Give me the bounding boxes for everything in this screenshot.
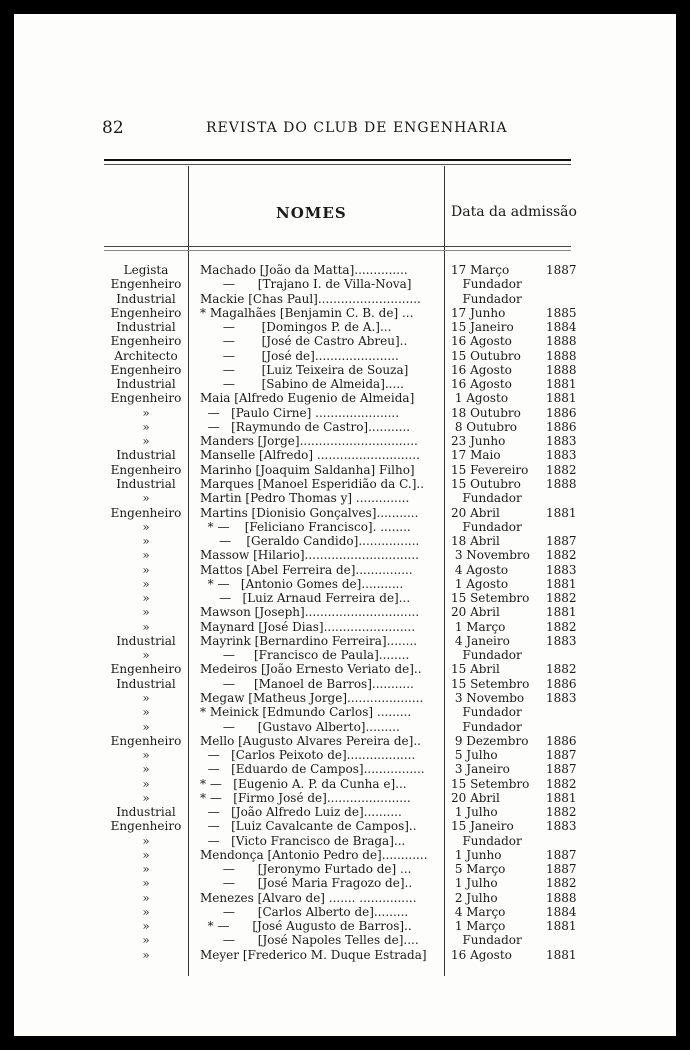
date-cell: 17 Março xyxy=(451,263,510,277)
year-cell: 1883 xyxy=(546,434,577,449)
date-cell: 15 Janeiro xyxy=(451,320,514,335)
profession-cell: Industrial xyxy=(116,320,176,335)
profession-cell: » xyxy=(142,519,150,534)
table-row xyxy=(14,748,676,762)
profession-cell: » xyxy=(142,690,150,705)
year-cell: 1887 xyxy=(546,847,577,862)
profession-cell: Architecto xyxy=(114,348,178,363)
table-row xyxy=(14,491,676,505)
profession-cell: » xyxy=(142,776,150,791)
header-rule-thin xyxy=(104,250,571,251)
profession-cell: Engenheiro xyxy=(110,305,182,320)
profession-cell: » xyxy=(142,534,150,549)
name-cell: — [João Alfredo Luiz de].......... xyxy=(200,805,402,820)
date-cell: 20 Abril xyxy=(451,790,500,805)
profession-cell: Industrial xyxy=(116,805,176,820)
table-row xyxy=(14,648,676,662)
date-cell: 18 Outubro xyxy=(451,405,521,420)
date-cell: 1 Março xyxy=(451,619,506,634)
profession-cell: » xyxy=(142,648,150,663)
date-cell: Fundador xyxy=(451,833,522,848)
year-cell: 1884 xyxy=(546,320,577,335)
date-cell: Fundador xyxy=(451,491,522,506)
table-row xyxy=(14,363,676,377)
name-cell: Marques [Manoel Esperidião da C.].. xyxy=(200,476,425,491)
name-cell: — [Carlos Alberto de]......... xyxy=(200,904,409,919)
date-cell: 4 Agosto xyxy=(451,562,509,577)
year-cell: 1886 xyxy=(546,676,577,691)
name-cell: Meyer [Frederico M. Duque Estrada] xyxy=(200,947,427,962)
profession-cell: » xyxy=(142,548,150,563)
year-cell: 1882 xyxy=(546,876,577,891)
top-rule xyxy=(104,159,571,161)
date-cell: 15 Fevereiro xyxy=(451,462,529,477)
date-cell: 1 Agosto xyxy=(451,391,509,406)
date-cell: 16 Agosto xyxy=(451,334,512,349)
name-cell: Megaw [Matheus Jorge].................... xyxy=(200,690,424,705)
year-cell: 1888 xyxy=(546,890,577,905)
profession-cell: » xyxy=(142,876,150,891)
profession-cell: » xyxy=(142,847,150,862)
name-cell: * Magalhães [Benjamin C. B. de] ... xyxy=(200,305,414,320)
name-cell: Mattos [Abel Ferreira de]............... xyxy=(200,562,413,577)
table-row xyxy=(14,548,676,562)
table-row xyxy=(14,933,676,947)
date-cell: 17 Maio xyxy=(451,448,501,463)
name-cell: — [José Maria Fragozo de].. xyxy=(200,876,413,891)
year-cell: 1887 xyxy=(546,534,577,549)
year-cell: 1881 xyxy=(546,377,577,392)
profession-cell: Engenheiro xyxy=(110,391,182,406)
date-cell: 3 Janeiro xyxy=(451,762,510,777)
name-cell: — [Victo Francisco de Braga]... xyxy=(200,833,406,848)
profession-cell: » xyxy=(142,890,150,905)
date-cell: 15 Outubro xyxy=(451,476,521,491)
top-rule-thin xyxy=(104,164,571,165)
table-row xyxy=(14,734,676,748)
year-cell: 1882 xyxy=(546,591,577,606)
year-cell: 1888 xyxy=(546,348,577,363)
date-cell: 4 Março xyxy=(451,904,506,919)
profession-cell: Industrial xyxy=(116,633,176,648)
date-cell: Fundador xyxy=(451,705,522,720)
table-row xyxy=(14,448,676,462)
name-cell: — [José de]...................... xyxy=(200,348,399,363)
profession-cell: Industrial xyxy=(116,377,176,392)
table-row xyxy=(14,948,676,962)
member-list xyxy=(14,263,676,962)
date-cell: 16 Agosto xyxy=(451,377,512,392)
name-cell: Maynard [José Dias]........................ xyxy=(200,619,416,634)
name-cell: Machado [João da Matta].............. xyxy=(200,263,408,277)
date-cell: 1 Agosto xyxy=(451,576,509,591)
profession-cell: Engenheiro xyxy=(110,662,182,677)
table-row xyxy=(14,306,676,320)
date-cell: 15 Setembro xyxy=(451,676,530,691)
table-row xyxy=(14,420,676,434)
profession-cell: » xyxy=(142,833,150,848)
date-cell: Fundador xyxy=(451,933,522,948)
name-cell: * — [Feliciano Francisco]. ........ xyxy=(200,519,411,534)
year-cell: 1886 xyxy=(546,419,577,434)
profession-cell: » xyxy=(142,491,150,506)
year-cell: 1882 xyxy=(546,805,577,820)
table-row xyxy=(14,520,676,534)
name-cell: Mendonça [Antonio Pedro de]............ xyxy=(200,847,428,862)
date-cell: 5 Março xyxy=(451,862,506,877)
table-row xyxy=(14,377,676,391)
profession-cell: Industrial xyxy=(116,291,176,306)
table-row xyxy=(14,477,676,491)
date-cell: 17 Junho xyxy=(451,305,506,320)
profession-cell: » xyxy=(142,790,150,805)
profession-cell: » xyxy=(142,562,150,577)
year-cell: 1887 xyxy=(546,748,577,763)
profession-cell: » xyxy=(142,419,150,434)
table-row xyxy=(14,577,676,591)
name-cell: * — [Firmo José de]...................... xyxy=(200,790,411,805)
profession-cell: » xyxy=(142,705,150,720)
name-cell: Medeiros [João Ernesto Veriato de].. xyxy=(200,662,422,677)
name-cell: Maia [Alfredo Eugenio de Almeida] xyxy=(200,391,415,406)
header-rule xyxy=(104,246,571,247)
table-row xyxy=(14,919,676,933)
profession-cell: » xyxy=(142,919,150,934)
year-cell: 1887 xyxy=(546,862,577,877)
date-cell: 1 Julho xyxy=(451,876,498,891)
name-cell: Martin [Pedro Thomas y] .............. xyxy=(200,491,410,506)
name-cell: — [Paulo Cirne] ...................... xyxy=(200,405,400,420)
name-cell: — [Francisco de Paula]........ xyxy=(200,648,410,663)
name-cell: — [José de Castro Abreu].. xyxy=(200,334,408,349)
year-cell: 1882 xyxy=(546,619,577,634)
date-cell: 8 Outubro xyxy=(451,419,518,434)
year-cell: 1881 xyxy=(546,391,577,406)
table-row xyxy=(14,677,676,691)
name-cell: Mello [Augusto Alvares Pereira de].. xyxy=(200,733,421,748)
table-row xyxy=(14,320,676,334)
year-cell: 1885 xyxy=(546,305,577,320)
date-cell: 15 Setembro xyxy=(451,776,530,791)
page xyxy=(14,14,676,1036)
year-cell: 1883 xyxy=(546,633,577,648)
date-cell: 3 Novembo xyxy=(451,690,525,705)
year-cell: 1888 xyxy=(546,476,577,491)
year-cell: 1883 xyxy=(546,562,577,577)
table-row xyxy=(14,876,676,890)
year-cell: 1884 xyxy=(546,904,577,919)
date-cell: 1 Julho xyxy=(451,805,498,820)
name-cell: Manders [Jorge]............................... xyxy=(200,434,418,449)
year-cell: 1881 xyxy=(546,576,577,591)
name-cell: — [Eduardo de Campos]................ xyxy=(200,762,425,777)
table-row xyxy=(14,891,676,905)
date-cell: 15 Setembro xyxy=(451,591,530,606)
date-cell: 1 Junho xyxy=(451,847,502,862)
table-row xyxy=(14,791,676,805)
date-cell: 1 Março xyxy=(451,919,506,934)
profession-cell: Engenheiro xyxy=(110,334,182,349)
year-cell: 1887 xyxy=(546,263,577,277)
date-cell: 16 Agosto xyxy=(451,947,512,962)
year-cell: 1882 xyxy=(546,662,577,677)
table-row xyxy=(14,563,676,577)
date-cell: 18 Abril xyxy=(451,534,500,549)
table-row xyxy=(14,591,676,605)
profession-cell: Industrial xyxy=(116,448,176,463)
name-cell: Massow [Hilario].............................. xyxy=(200,548,419,563)
date-cell: 20 Abril xyxy=(451,605,500,620)
profession-cell: Legista xyxy=(123,263,169,277)
year-cell: 1888 xyxy=(546,334,577,349)
name-cell: — [Geraldo Candido]................ xyxy=(200,534,420,549)
year-cell: 1883 xyxy=(546,448,577,463)
year-cell: 1887 xyxy=(546,762,577,777)
profession-cell: » xyxy=(142,605,150,620)
name-cell: — [Trajano I. de Villa-Nova] xyxy=(200,277,412,292)
date-cell: 15 Janeiro xyxy=(451,819,514,834)
year-cell: 1882 xyxy=(546,462,577,477)
table-row xyxy=(14,862,676,876)
name-cell: — [Raymundo de Castro]........... xyxy=(200,419,411,434)
profession-cell: Engenheiro xyxy=(110,819,182,834)
table-row xyxy=(14,391,676,405)
name-cell: — [Manoel de Barros]........... xyxy=(200,676,414,691)
date-cell: 23 Junho xyxy=(451,434,506,449)
profession-cell: » xyxy=(142,947,150,962)
date-cell: 15 Abril xyxy=(451,662,500,677)
name-cell: — [Luiz Teixeira de Souza] xyxy=(200,362,409,377)
table-row xyxy=(14,720,676,734)
year-cell: 1881 xyxy=(546,919,577,934)
table-row xyxy=(14,777,676,791)
date-cell: 15 Outubro xyxy=(451,348,521,363)
column-header-date: Data da admissão xyxy=(451,204,577,220)
name-cell: Menezes [Alvaro de] ....... ............... xyxy=(200,890,417,905)
table-row xyxy=(14,334,676,348)
name-cell: * — [Antonio Gomes de]........... xyxy=(200,576,404,591)
table-row xyxy=(14,277,676,291)
date-cell: Fundador xyxy=(451,519,522,534)
name-cell: — [Jeronymo Furtado de] ... xyxy=(200,862,412,877)
name-cell: * Meinick [Edmundo Carlos] ......... xyxy=(200,705,412,720)
name-cell: Mackie [Chas Paul]........................... xyxy=(200,291,421,306)
name-cell: — [Domingos P. de A.]... xyxy=(200,320,392,335)
table-row xyxy=(14,905,676,919)
column-header-names: NOMES xyxy=(276,204,347,222)
table-row xyxy=(14,705,676,719)
profession-cell: Engenheiro xyxy=(110,277,182,292)
profession-cell: » xyxy=(142,904,150,919)
date-cell: Fundador xyxy=(451,648,522,663)
name-cell: Marinho [Joaquim Saldanha] Filho] xyxy=(200,462,415,477)
name-cell: Martins [Dionisio Gonçalves]........... xyxy=(200,505,419,520)
date-cell: 16 Agosto xyxy=(451,362,512,377)
profession-cell: » xyxy=(142,762,150,777)
table-row xyxy=(14,434,676,448)
name-cell: Mayrink [Bernardino Ferreira]........ xyxy=(200,633,418,648)
profession-cell: Industrial xyxy=(116,476,176,491)
date-cell: Fundador xyxy=(451,291,522,306)
year-cell: 1882 xyxy=(546,776,577,791)
table-row xyxy=(14,634,676,648)
date-cell: 20 Abril xyxy=(451,505,500,520)
profession-cell: Engenheiro xyxy=(110,362,182,377)
profession-cell: » xyxy=(142,591,150,606)
profession-cell: » xyxy=(142,933,150,948)
table-row xyxy=(14,292,676,306)
table-row xyxy=(14,463,676,477)
date-cell: Fundador xyxy=(451,719,522,734)
name-cell: — [Carlos Peixoto de].................. xyxy=(200,748,416,763)
year-cell: 1881 xyxy=(546,790,577,805)
table-row xyxy=(14,662,676,676)
table-row xyxy=(14,506,676,520)
year-cell: 1886 xyxy=(546,405,577,420)
name-cell: — [Luiz Cavalcante de Campos].. xyxy=(200,819,417,834)
profession-cell: » xyxy=(142,619,150,634)
name-cell: — [José Napoles Telles de].... xyxy=(200,933,419,948)
date-cell: 2 Julho xyxy=(451,890,498,905)
name-cell: * — [Eugenio A. P. da Cunha e]... xyxy=(200,776,407,791)
date-cell: 5 Julho xyxy=(451,748,498,763)
page-number: 82 xyxy=(102,118,124,138)
table-row xyxy=(14,605,676,619)
year-cell: 1888 xyxy=(546,362,577,377)
year-cell: 1882 xyxy=(546,548,577,563)
profession-cell: Engenheiro xyxy=(110,462,182,477)
year-cell: 1886 xyxy=(546,733,577,748)
table-row xyxy=(14,691,676,705)
table-row xyxy=(14,534,676,548)
date-cell: 3 Novembro xyxy=(451,548,530,563)
table-row xyxy=(14,762,676,776)
table-row xyxy=(14,819,676,833)
page-title: REVISTA DO CLUB DE ENGENHARIA xyxy=(206,120,508,136)
year-cell: 1881 xyxy=(546,947,577,962)
table-row xyxy=(14,406,676,420)
profession-cell: » xyxy=(142,576,150,591)
year-cell: 1881 xyxy=(546,605,577,620)
table-row xyxy=(14,263,676,277)
table-row xyxy=(14,834,676,848)
table-row xyxy=(14,620,676,634)
table-row xyxy=(14,349,676,363)
name-cell: — [Luiz Arnaud Ferreira de]... xyxy=(200,591,411,606)
profession-cell: » xyxy=(142,748,150,763)
profession-cell: Engenheiro xyxy=(110,505,182,520)
year-cell: 1881 xyxy=(546,505,577,520)
date-cell: 4 Janeiro xyxy=(451,633,510,648)
profession-cell: Industrial xyxy=(116,676,176,691)
date-cell: 9 Dezembro xyxy=(451,733,529,748)
name-cell: Manselle [Alfredo] ........................... xyxy=(200,448,420,463)
table-row xyxy=(14,805,676,819)
name-cell: * — [José Augusto de Barros].. xyxy=(200,919,412,934)
date-cell: Fundador xyxy=(451,277,522,292)
name-cell: — [Sabino de Almeida]..... xyxy=(200,377,404,392)
name-cell: Mawson [Joseph].............................. xyxy=(200,605,420,620)
year-cell: 1883 xyxy=(546,690,577,705)
profession-cell: » xyxy=(142,862,150,877)
profession-cell: » xyxy=(142,405,150,420)
name-cell: — [Gustavo Alberto]......... xyxy=(200,719,400,734)
year-cell: 1883 xyxy=(546,819,577,834)
profession-cell: » xyxy=(142,719,150,734)
profession-cell: » xyxy=(142,434,150,449)
profession-cell: Engenheiro xyxy=(110,733,182,748)
table-row xyxy=(14,848,676,862)
